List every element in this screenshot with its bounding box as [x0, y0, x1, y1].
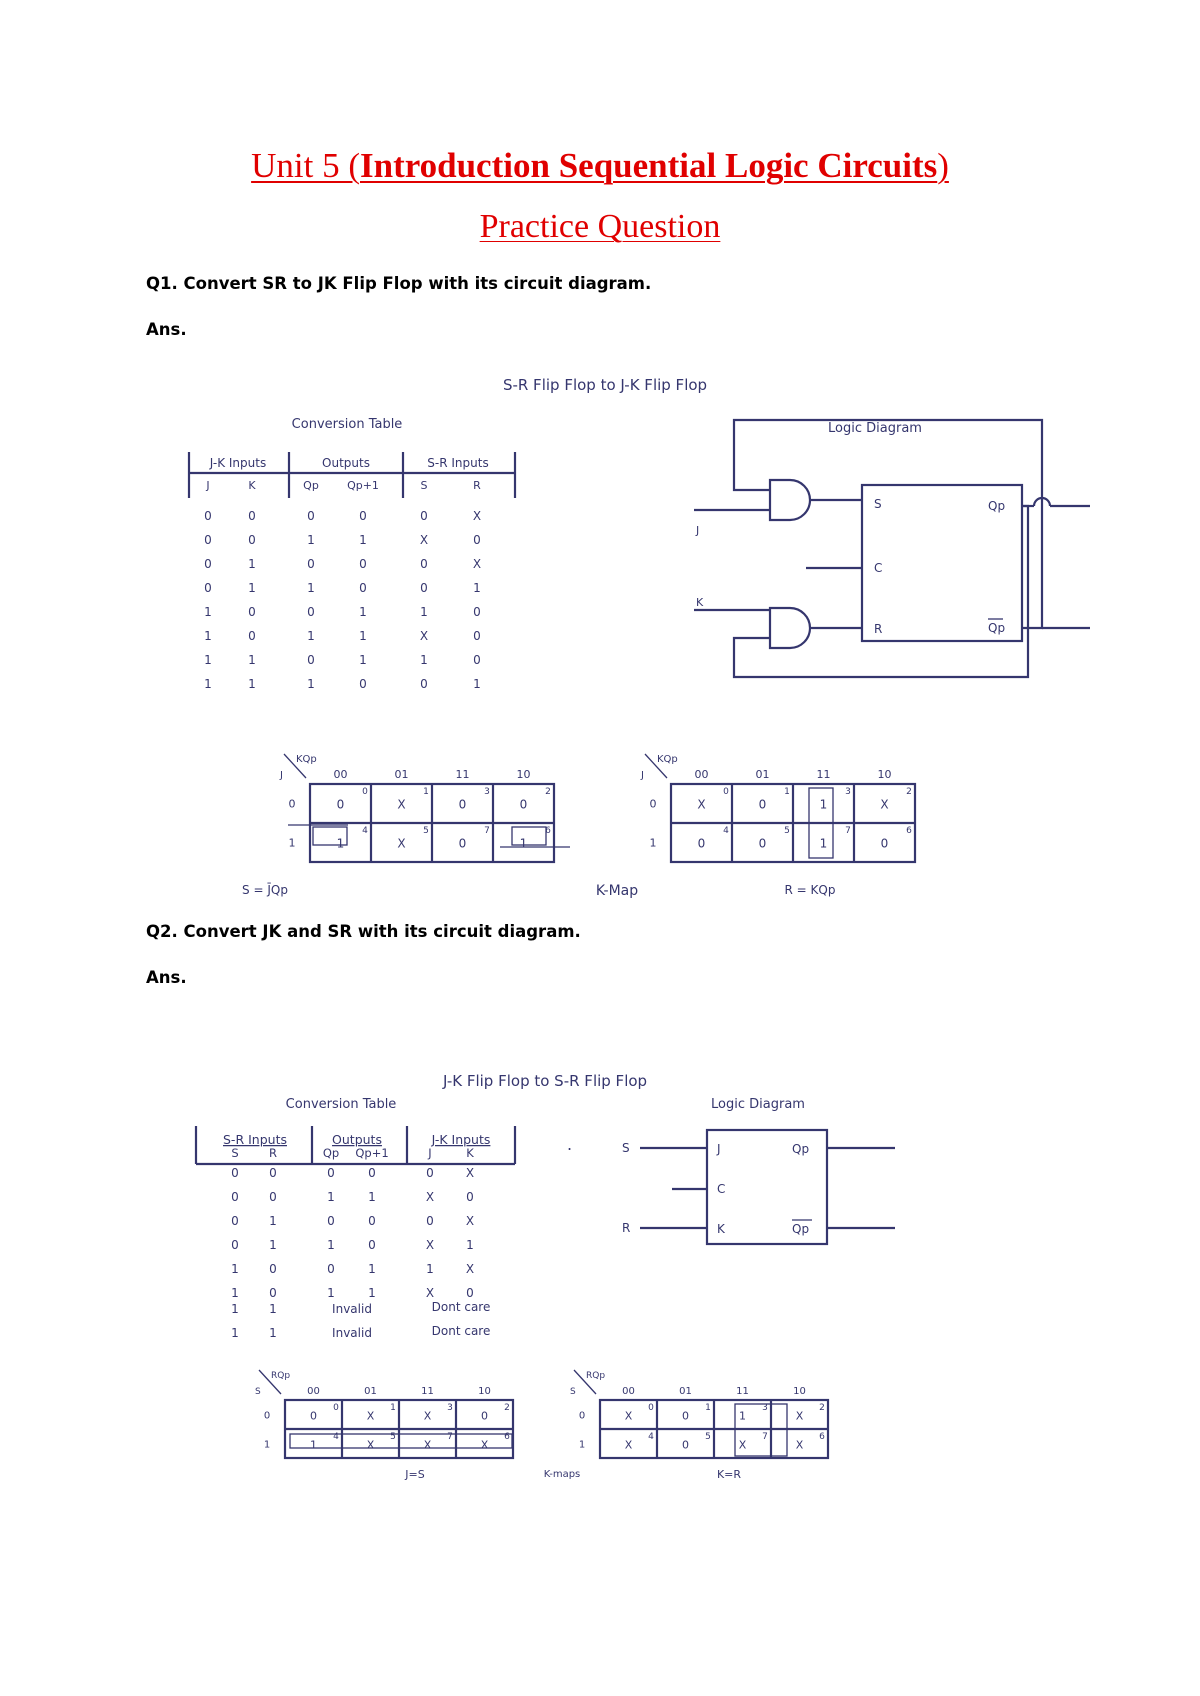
q2-kmap-k-caption: K=R — [716, 1468, 742, 1481]
q1-table-cell: X — [472, 509, 482, 523]
q1-table-cell: 0 — [307, 653, 315, 667]
q2-invalid-row-0-out: Invalid — [332, 1302, 372, 1316]
q1-kmap-r-caption: R = KQp — [784, 883, 836, 897]
q2-table-cell: 1 — [327, 1190, 335, 1204]
kmap-cell: X — [697, 797, 706, 812]
q1-table-cell: 1 — [359, 533, 367, 547]
q2-table-cell: 0 — [269, 1166, 277, 1180]
kmap-minterm: 2 — [819, 1403, 825, 1413]
q2-table-cell: X — [465, 1166, 475, 1180]
answer-2-label: Ans. — [146, 968, 187, 987]
q2-table-cell: 0 — [231, 1214, 239, 1228]
title-bold: Introduction Sequential Logic Circuits — [359, 146, 938, 185]
q2-col-header: S — [231, 1146, 239, 1160]
kmap-cell: 1 — [739, 1409, 746, 1423]
q1-group-2: S-R Inputs — [427, 456, 489, 470]
kmap-minterm: 5 — [705, 1432, 711, 1442]
q1-table-cell: 0 — [307, 509, 315, 523]
kmap-cell: X — [366, 1409, 375, 1423]
q1-table-cell: 1 — [473, 677, 481, 691]
q2-invalid-row-1-s: 1 — [231, 1326, 239, 1340]
kmap-cell: X — [423, 1438, 432, 1452]
kmap-minterm: 0 — [723, 787, 729, 797]
kmap-col-header: 10 — [877, 768, 892, 781]
q1-table-cell: 1 — [204, 677, 212, 691]
q1-table-cell: 0 — [307, 557, 315, 571]
q1-table-cell: 1 — [307, 533, 315, 547]
kmap-minterm: 2 — [906, 787, 912, 797]
kmap-minterm: 5 — [390, 1432, 396, 1442]
kmap-cell: 1 — [336, 836, 345, 851]
kmap-minterm: 3 — [762, 1403, 768, 1413]
q2-table-cell: 0 — [327, 1214, 335, 1228]
kmap-col-header: 10 — [516, 768, 531, 781]
title-prefix: Unit 5 ( — [251, 146, 360, 185]
q2-table-cell: 0 — [327, 1166, 335, 1180]
kmap-row-var-label: J — [280, 770, 283, 781]
kmap-minterm: 4 — [333, 1432, 339, 1442]
q1-table-cell: 0 — [359, 677, 367, 691]
q1-table-cell: 0 — [248, 629, 256, 643]
q2-kmap-j-caption: J=S — [405, 1468, 425, 1481]
kmap-row-header: 0 — [263, 1410, 271, 1422]
q2-table-cell: X — [425, 1238, 435, 1252]
kmap-row-header: 1 — [288, 836, 296, 850]
kmap-minterm: 2 — [545, 787, 551, 797]
q1-kmap-label: K-Map — [595, 883, 639, 899]
q1-table-cell: 1 — [248, 581, 256, 595]
ff-s-label: S — [874, 497, 882, 511]
kmap-minterm: 7 — [762, 1432, 768, 1442]
kmap-cell: X — [795, 1409, 804, 1423]
q2-invalid-row-1-r: 1 — [269, 1326, 277, 1340]
kmap-cell: X — [480, 1438, 489, 1452]
q2-invalid-row-0-s: 1 — [231, 1302, 239, 1316]
input-s-label: S — [622, 1141, 630, 1155]
q1-col-header: J — [206, 479, 210, 492]
q2-table-cell: 1 — [231, 1286, 239, 1300]
kmap-minterm: 0 — [362, 787, 368, 797]
q2-table-cell: 0 — [466, 1286, 474, 1300]
q1-table-title: Conversion Table — [291, 417, 403, 432]
q1-table-cell: 0 — [473, 629, 481, 643]
q2-group-0: S-R Inputs — [223, 1132, 287, 1147]
kmap-cell: 0 — [697, 836, 706, 851]
q1-table-cell: 0 — [204, 533, 212, 547]
question-1: Q1. Convert SR to JK Flip Flop with its circuit diagram. — [146, 274, 652, 293]
q2-table-cell: 0 — [269, 1190, 277, 1204]
q1-logic-title: Logic Diagram — [828, 421, 922, 436]
q1-col-header: Qp+1 — [347, 479, 379, 492]
q1-table-cell: 1 — [248, 677, 256, 691]
ff-qpbar-label: Qp — [988, 621, 1006, 635]
kmap-minterm: 6 — [545, 826, 551, 836]
q2-table-cell: 1 — [368, 1286, 376, 1300]
kmap-cell: X — [738, 1438, 747, 1452]
title-suffix: ) — [937, 146, 949, 185]
q2-invalid-row-0-r: 1 — [269, 1302, 277, 1316]
q1-table-cell: X — [419, 629, 429, 643]
kmap-minterm: 1 — [705, 1403, 711, 1413]
kmap-col-var-label: RQp — [271, 1371, 291, 1381]
kmap-cell: 0 — [519, 797, 528, 812]
kmap-minterm: 6 — [504, 1432, 510, 1442]
kmap-minterm: 7 — [484, 826, 490, 836]
page-title — [0, 146, 1200, 186]
kmap-minterm: 4 — [723, 826, 729, 836]
q1-table-cell: 1 — [307, 677, 315, 691]
ff2-qpbar-label: Qp — [792, 1222, 810, 1236]
kmap-cell: 1 — [819, 797, 828, 812]
q2-logic-title: Logic Diagram — [711, 1097, 805, 1112]
kmap-minterm: 7 — [447, 1432, 453, 1442]
kmap-minterm: 3 — [447, 1403, 453, 1413]
ff-c-label: C — [874, 561, 883, 575]
kmap-k — [570, 1370, 828, 1458]
kmap-col-header: 01 — [394, 768, 409, 781]
q2-kmap-label: K-maps — [543, 1469, 581, 1480]
kmap-minterm: 1 — [423, 787, 429, 797]
kmap-col-header: 11 — [421, 1386, 434, 1397]
q2-table-cell: 0 — [368, 1166, 376, 1180]
q1-table-cell: 1 — [307, 581, 315, 595]
q2-table-cell: 1 — [426, 1262, 434, 1276]
kmap-cell: 0 — [458, 797, 467, 812]
kmap-cell: 0 — [880, 836, 889, 851]
q1-col-header: R — [473, 479, 481, 492]
q2-col-header: Qp+1 — [355, 1146, 389, 1160]
kmap-cell: 0 — [682, 1438, 689, 1452]
q1-table-cell: 0 — [473, 605, 481, 619]
q2-logic-diagram — [567, 1097, 895, 1244]
kmap-cell: 1 — [819, 836, 828, 851]
kmap-cell: X — [880, 797, 889, 812]
q1-table-cell: 0 — [359, 509, 367, 523]
kmap-minterm: 5 — [784, 826, 790, 836]
kmap-col-header: 00 — [307, 1386, 320, 1397]
q2-kmaps — [255, 1370, 828, 1458]
kmap-row-header: 0 — [578, 1410, 586, 1422]
q2-figure-title: J-K Flip Flop to S-R Flip Flop — [442, 1072, 648, 1090]
q1-table-cell: 0 — [420, 509, 428, 523]
q2-table-cell: 1 — [327, 1286, 335, 1300]
and-gate-top-icon — [770, 480, 810, 520]
ff-j-label: J — [717, 1142, 721, 1156]
q1-table-cell: 0 — [248, 509, 256, 523]
q2-group-1: Outputs — [332, 1132, 382, 1147]
kmap-j — [255, 1370, 513, 1458]
kmap-minterm: 3 — [845, 787, 851, 797]
q2-table-cell: 0 — [269, 1262, 277, 1276]
q1-table-cell: 1 — [359, 629, 367, 643]
q2-table-cell: X — [465, 1262, 475, 1276]
q1-group-0: J-K Inputs — [209, 456, 267, 470]
q2-table-title: Conversion Table — [285, 1097, 397, 1112]
kmap-cell: X — [366, 1438, 375, 1452]
q1-table-cell: 0 — [204, 557, 212, 571]
kmap-row-var-label: S — [570, 1387, 576, 1397]
kmap-minterm: 6 — [819, 1432, 825, 1442]
kmap-cell: 0 — [758, 836, 767, 851]
kmap-minterm: 2 — [504, 1403, 510, 1413]
kmap-minterm: 5 — [423, 826, 429, 836]
kmap-col-header: 10 — [793, 1386, 806, 1397]
input-r-label: R — [622, 1221, 631, 1235]
kmap-row-var-label: S — [255, 1387, 261, 1397]
q1-col-header: Qp — [303, 479, 319, 492]
kmap-minterm: 0 — [648, 1403, 654, 1413]
q2-table-cell: 0 — [368, 1214, 376, 1228]
q1-table-cell: 0 — [248, 605, 256, 619]
ff-k-label: K — [717, 1222, 725, 1236]
kmap-col-header: 00 — [694, 768, 709, 781]
q2-table-cell: 0 — [231, 1238, 239, 1252]
input-k-label: K — [696, 596, 704, 609]
q2-table-cell: 0 — [327, 1262, 335, 1276]
q2-figure — [0, 1070, 1200, 1490]
kmap-s — [279, 754, 570, 862]
q2-table-cell: 0 — [269, 1286, 277, 1300]
q2-col-header: J — [428, 1146, 432, 1160]
q1-group-1: Outputs — [322, 456, 370, 470]
kmap-col-header: 10 — [478, 1386, 491, 1397]
q1-table-cell: 0 — [307, 605, 315, 619]
q1-table-cell: 0 — [204, 509, 212, 523]
q2-table-cell: X — [425, 1286, 435, 1300]
q2-table-cell: 0 — [368, 1238, 376, 1252]
kmap-r — [640, 754, 915, 862]
kmap-minterm: 1 — [390, 1403, 396, 1413]
kmap-cell: X — [624, 1438, 633, 1452]
page-subtitle: Practice Question — [479, 208, 721, 245]
q1-table-cell: 0 — [420, 557, 428, 571]
q1-table-cell: X — [472, 557, 482, 571]
ff2-qp-label: Qp — [792, 1142, 810, 1156]
kmap-row-header: 0 — [649, 797, 657, 811]
q2-invalid-row-1-in: Dont care — [431, 1324, 491, 1338]
and-gate-bottom-icon — [770, 608, 810, 648]
kmap-col-header: 11 — [455, 768, 470, 781]
kmap-col-var-label: KQp — [296, 754, 317, 765]
q1-logic-diagram — [694, 420, 1090, 677]
q1-table-cell: 0 — [204, 581, 212, 595]
kmap-cell: 0 — [458, 836, 467, 851]
kmap-cell: 1 — [519, 836, 528, 851]
q1-table-cell: 1 — [248, 653, 256, 667]
kmap-row-header: 0 — [288, 797, 296, 811]
kmap-cell: X — [423, 1409, 432, 1423]
kmap-col-header: 00 — [622, 1386, 635, 1397]
q2-table-cell: 1 — [466, 1238, 474, 1252]
kmap-col-header: 11 — [736, 1386, 749, 1397]
q1-figure-title: S-R Flip Flop to J-K Flip Flop — [502, 376, 708, 394]
q1-table-cell: 1 — [359, 653, 367, 667]
q2-table-cell: 0 — [231, 1166, 239, 1180]
q1-table-cell: 0 — [420, 581, 428, 595]
kmap-minterm: 6 — [906, 826, 912, 836]
kmap-cell: X — [397, 797, 406, 812]
q1-table-cell: 0 — [359, 581, 367, 595]
q1-table-cell: 1 — [473, 581, 481, 595]
q1-table-cell: 1 — [248, 557, 256, 571]
kmap-col-var-label: RQp — [586, 1371, 606, 1381]
q2-dot: . — [567, 1135, 573, 1154]
q2-invalid-row-0-in: Dont care — [431, 1300, 491, 1314]
q1-table-cell: 1 — [420, 605, 428, 619]
ff-qp-label: Qp — [988, 499, 1006, 513]
kmap-cell: X — [624, 1409, 633, 1423]
kmap-cell: 0 — [481, 1409, 488, 1423]
q1-figure — [0, 370, 1200, 910]
kmap-cell: 0 — [682, 1409, 689, 1423]
q1-table-cell: X — [419, 533, 429, 547]
q2-table-cell: 1 — [231, 1262, 239, 1276]
q2-table-cell: 0 — [466, 1190, 474, 1204]
q2-col-header: R — [269, 1146, 277, 1160]
q2-table-cell: 0 — [231, 1190, 239, 1204]
q1-conversion-table — [189, 452, 515, 691]
q1-table-cell: 0 — [473, 653, 481, 667]
ff-c2-label: C — [717, 1182, 726, 1196]
kmap-col-header: 00 — [333, 768, 348, 781]
q1-table-cell: 1 — [204, 653, 212, 667]
q2-col-header: Qp — [322, 1146, 340, 1160]
q2-table-cell: 1 — [368, 1262, 376, 1276]
q1-table-cell: 1 — [307, 629, 315, 643]
kmap-row-var-label: J — [641, 770, 644, 781]
q1-table-cell: 0 — [473, 533, 481, 547]
q2-table-cell: 1 — [269, 1214, 277, 1228]
kmap-col-header: 11 — [816, 768, 831, 781]
q2-conversion-table — [196, 1126, 515, 1340]
kmap-cell: 0 — [336, 797, 345, 812]
kmap-cell: 0 — [310, 1409, 317, 1423]
q2-table-cell: 1 — [269, 1238, 277, 1252]
kmap-row-header: 1 — [263, 1439, 271, 1451]
answer-1-label: Ans. — [146, 320, 187, 339]
q1-table-cell: 0 — [248, 533, 256, 547]
q2-table-cell: 1 — [368, 1190, 376, 1204]
q1-kmaps — [279, 754, 915, 862]
q2-table-cell: X — [425, 1190, 435, 1204]
q1-table-cell: 0 — [420, 677, 428, 691]
q1-table-cell: 1 — [204, 605, 212, 619]
kmap-col-header: 01 — [364, 1386, 377, 1397]
kmap-minterm: 4 — [648, 1432, 654, 1442]
kmap-minterm: 1 — [784, 787, 790, 797]
q1-table-cell: 0 — [359, 557, 367, 571]
q1-table-cell: 1 — [359, 605, 367, 619]
kmap-row-header: 1 — [649, 836, 657, 850]
kmap-cell: X — [397, 836, 406, 851]
kmap-minterm: 7 — [845, 826, 851, 836]
kmap-col-header: 01 — [679, 1386, 692, 1397]
q2-table-cell: 0 — [426, 1214, 434, 1228]
q1-kmap-s-caption: S = J̄Qp — [242, 883, 288, 897]
kmap-row-header: 1 — [578, 1439, 586, 1451]
q1-col-header: S — [420, 479, 428, 492]
q2-col-header: K — [466, 1146, 474, 1160]
q1-table-cell: 1 — [420, 653, 428, 667]
kmap-col-var-label: KQp — [657, 754, 678, 765]
q1-table-cell: 1 — [204, 629, 212, 643]
q2-table-cell: 1 — [327, 1238, 335, 1252]
kmap-minterm: 4 — [362, 826, 368, 836]
q2-table-cell: X — [465, 1214, 475, 1228]
ff-r-label: R — [874, 622, 883, 636]
input-j-label: J — [696, 524, 700, 537]
kmap-minterm: 3 — [484, 787, 490, 797]
kmap-cell: 0 — [758, 797, 767, 812]
kmap-cell: X — [795, 1438, 804, 1452]
kmap-minterm: 0 — [333, 1403, 339, 1413]
question-2: Q2. Convert JK and SR with its circuit diagram. — [146, 922, 581, 941]
q2-table-cell: 0 — [426, 1166, 434, 1180]
q1-col-header: K — [248, 479, 256, 492]
kmap-cell: 1 — [310, 1438, 317, 1452]
kmap-col-header: 01 — [755, 768, 770, 781]
q2-invalid-row-1-out: Invalid — [332, 1326, 372, 1340]
q2-group-2: J-K Inputs — [431, 1132, 491, 1147]
